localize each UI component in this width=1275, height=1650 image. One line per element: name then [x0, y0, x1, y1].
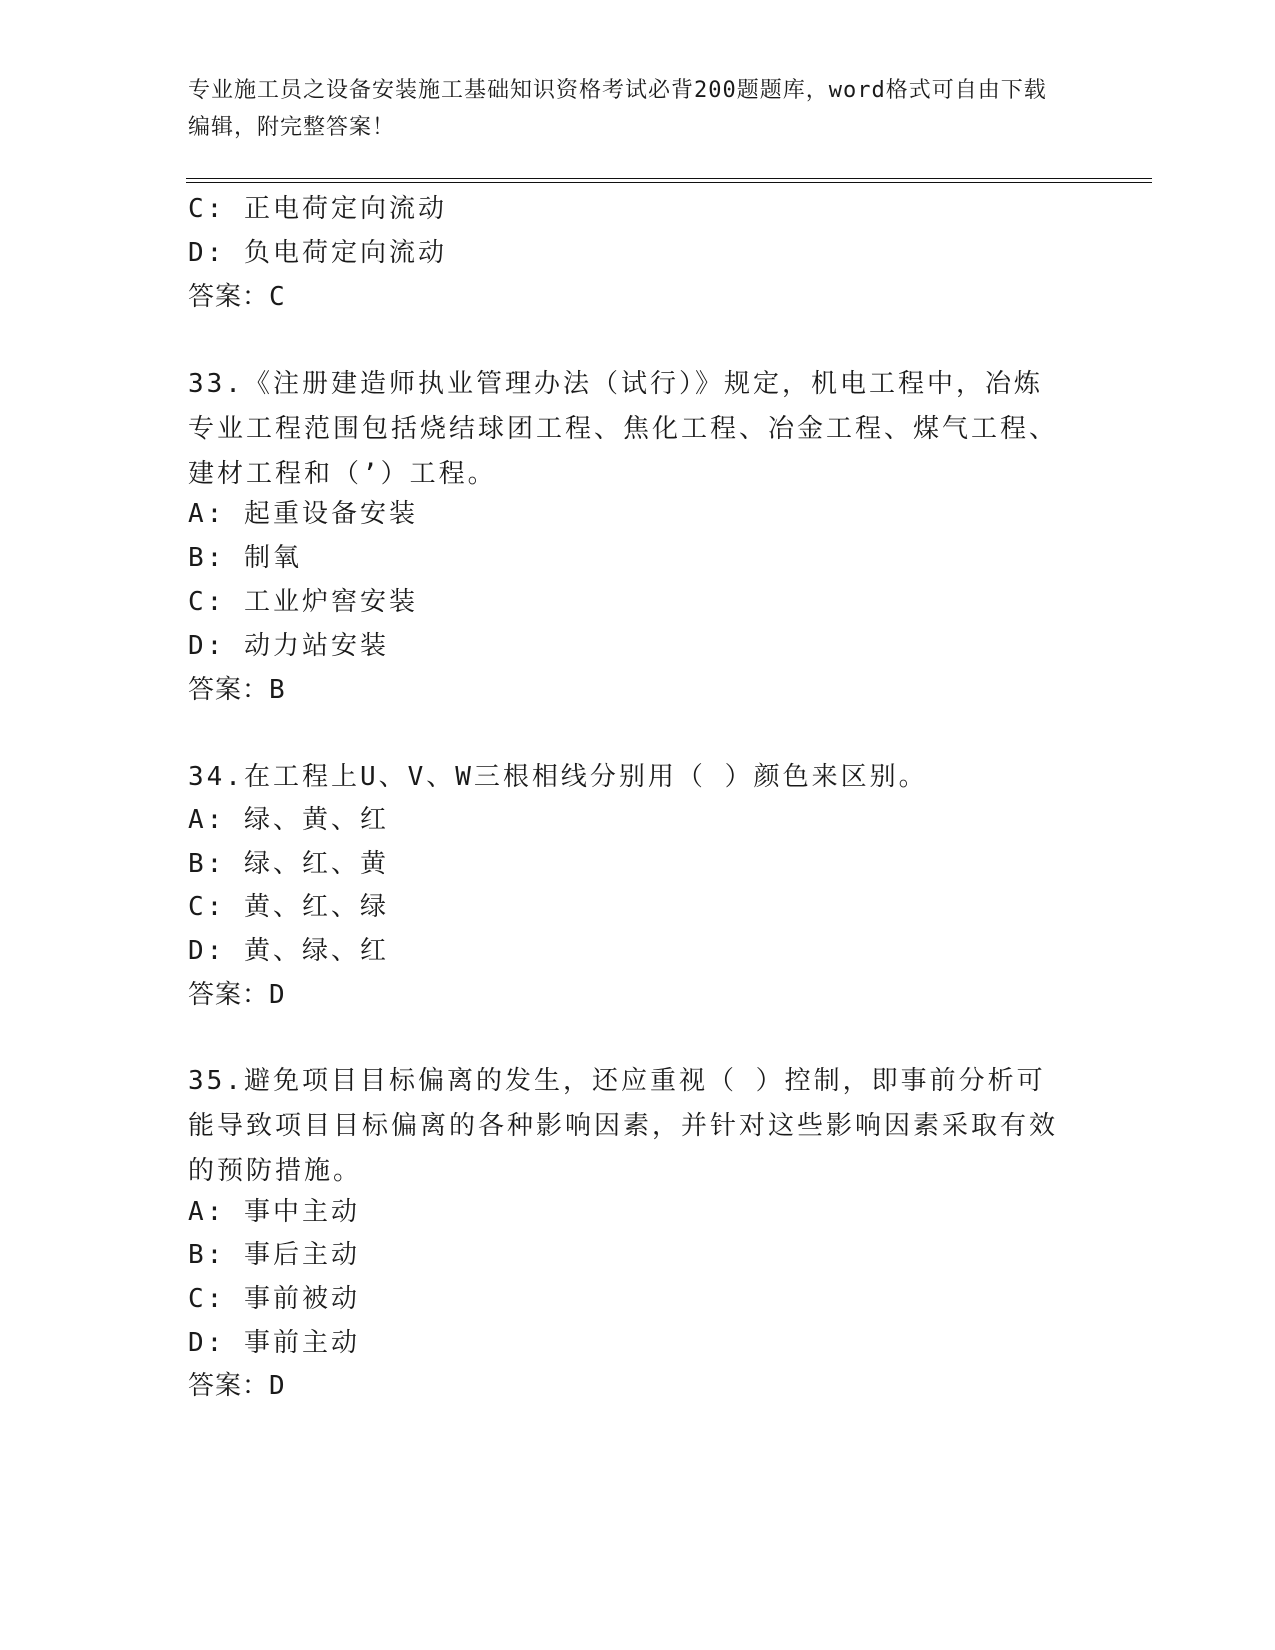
q34-option-d: D: 黄、绿、红 [188, 936, 389, 966]
q35-option-d: D: 事前主动 [188, 1328, 360, 1358]
q35-option-a: A: 事中主动 [188, 1197, 360, 1227]
q35-answer: 答案：D [188, 1371, 286, 1401]
q34-option-b: B: 绿、红、黄 [188, 849, 389, 879]
q34-answer: 答案：D [188, 980, 286, 1010]
q34-question-text: 34.在工程上U、V、W三根相线分别用（ ）颜色来区别。 [188, 762, 928, 792]
q33-option-c: C: 工业炉窖安装 [188, 587, 418, 617]
q33-question-text: 33.《注册建造师执业管理办法（试行）》规定，机电工程中，冶炼专业工程范围包括烧结球团工程、焦化工程、冶金工程、煤气工程、建材工程和（’）工程。 [188, 369, 1059, 489]
q32-answer: 答案：C [188, 282, 286, 312]
q34-option-a: A: 绿、黄、红 [188, 805, 389, 835]
q35-question-text: 35.避免项目目标偏离的发生，还应重视（ ）控制，即事前分析可能导致项目目标偏离的各种影响因素，并针对这些影响因素采取有效的预防措施。 [188, 1066, 1059, 1186]
q33-option-d: D: 动力站安装 [188, 631, 389, 661]
q35-option-b: B: 事后主动 [188, 1240, 360, 1270]
q35-option-c: C: 事前被动 [188, 1284, 360, 1314]
q34-option-c: C: 黄、红、绿 [188, 892, 389, 922]
q33-option-b: B: 制氧 [188, 543, 302, 573]
header-divider-top [186, 178, 1152, 179]
q32-option-d: D: 负电荷定向流动 [188, 238, 447, 268]
q33-answer: 答案：B [188, 675, 286, 705]
header-divider-bottom [186, 182, 1152, 183]
q32-option-c: C: 正电荷定向流动 [188, 194, 447, 224]
q33-option-a: A: 起重设备安装 [188, 499, 418, 529]
document-header: 专业施工员之设备安装施工基础知识资格考试必背200题题库，word格式可自由下载编辑，附完整答案！ [188, 78, 1047, 140]
